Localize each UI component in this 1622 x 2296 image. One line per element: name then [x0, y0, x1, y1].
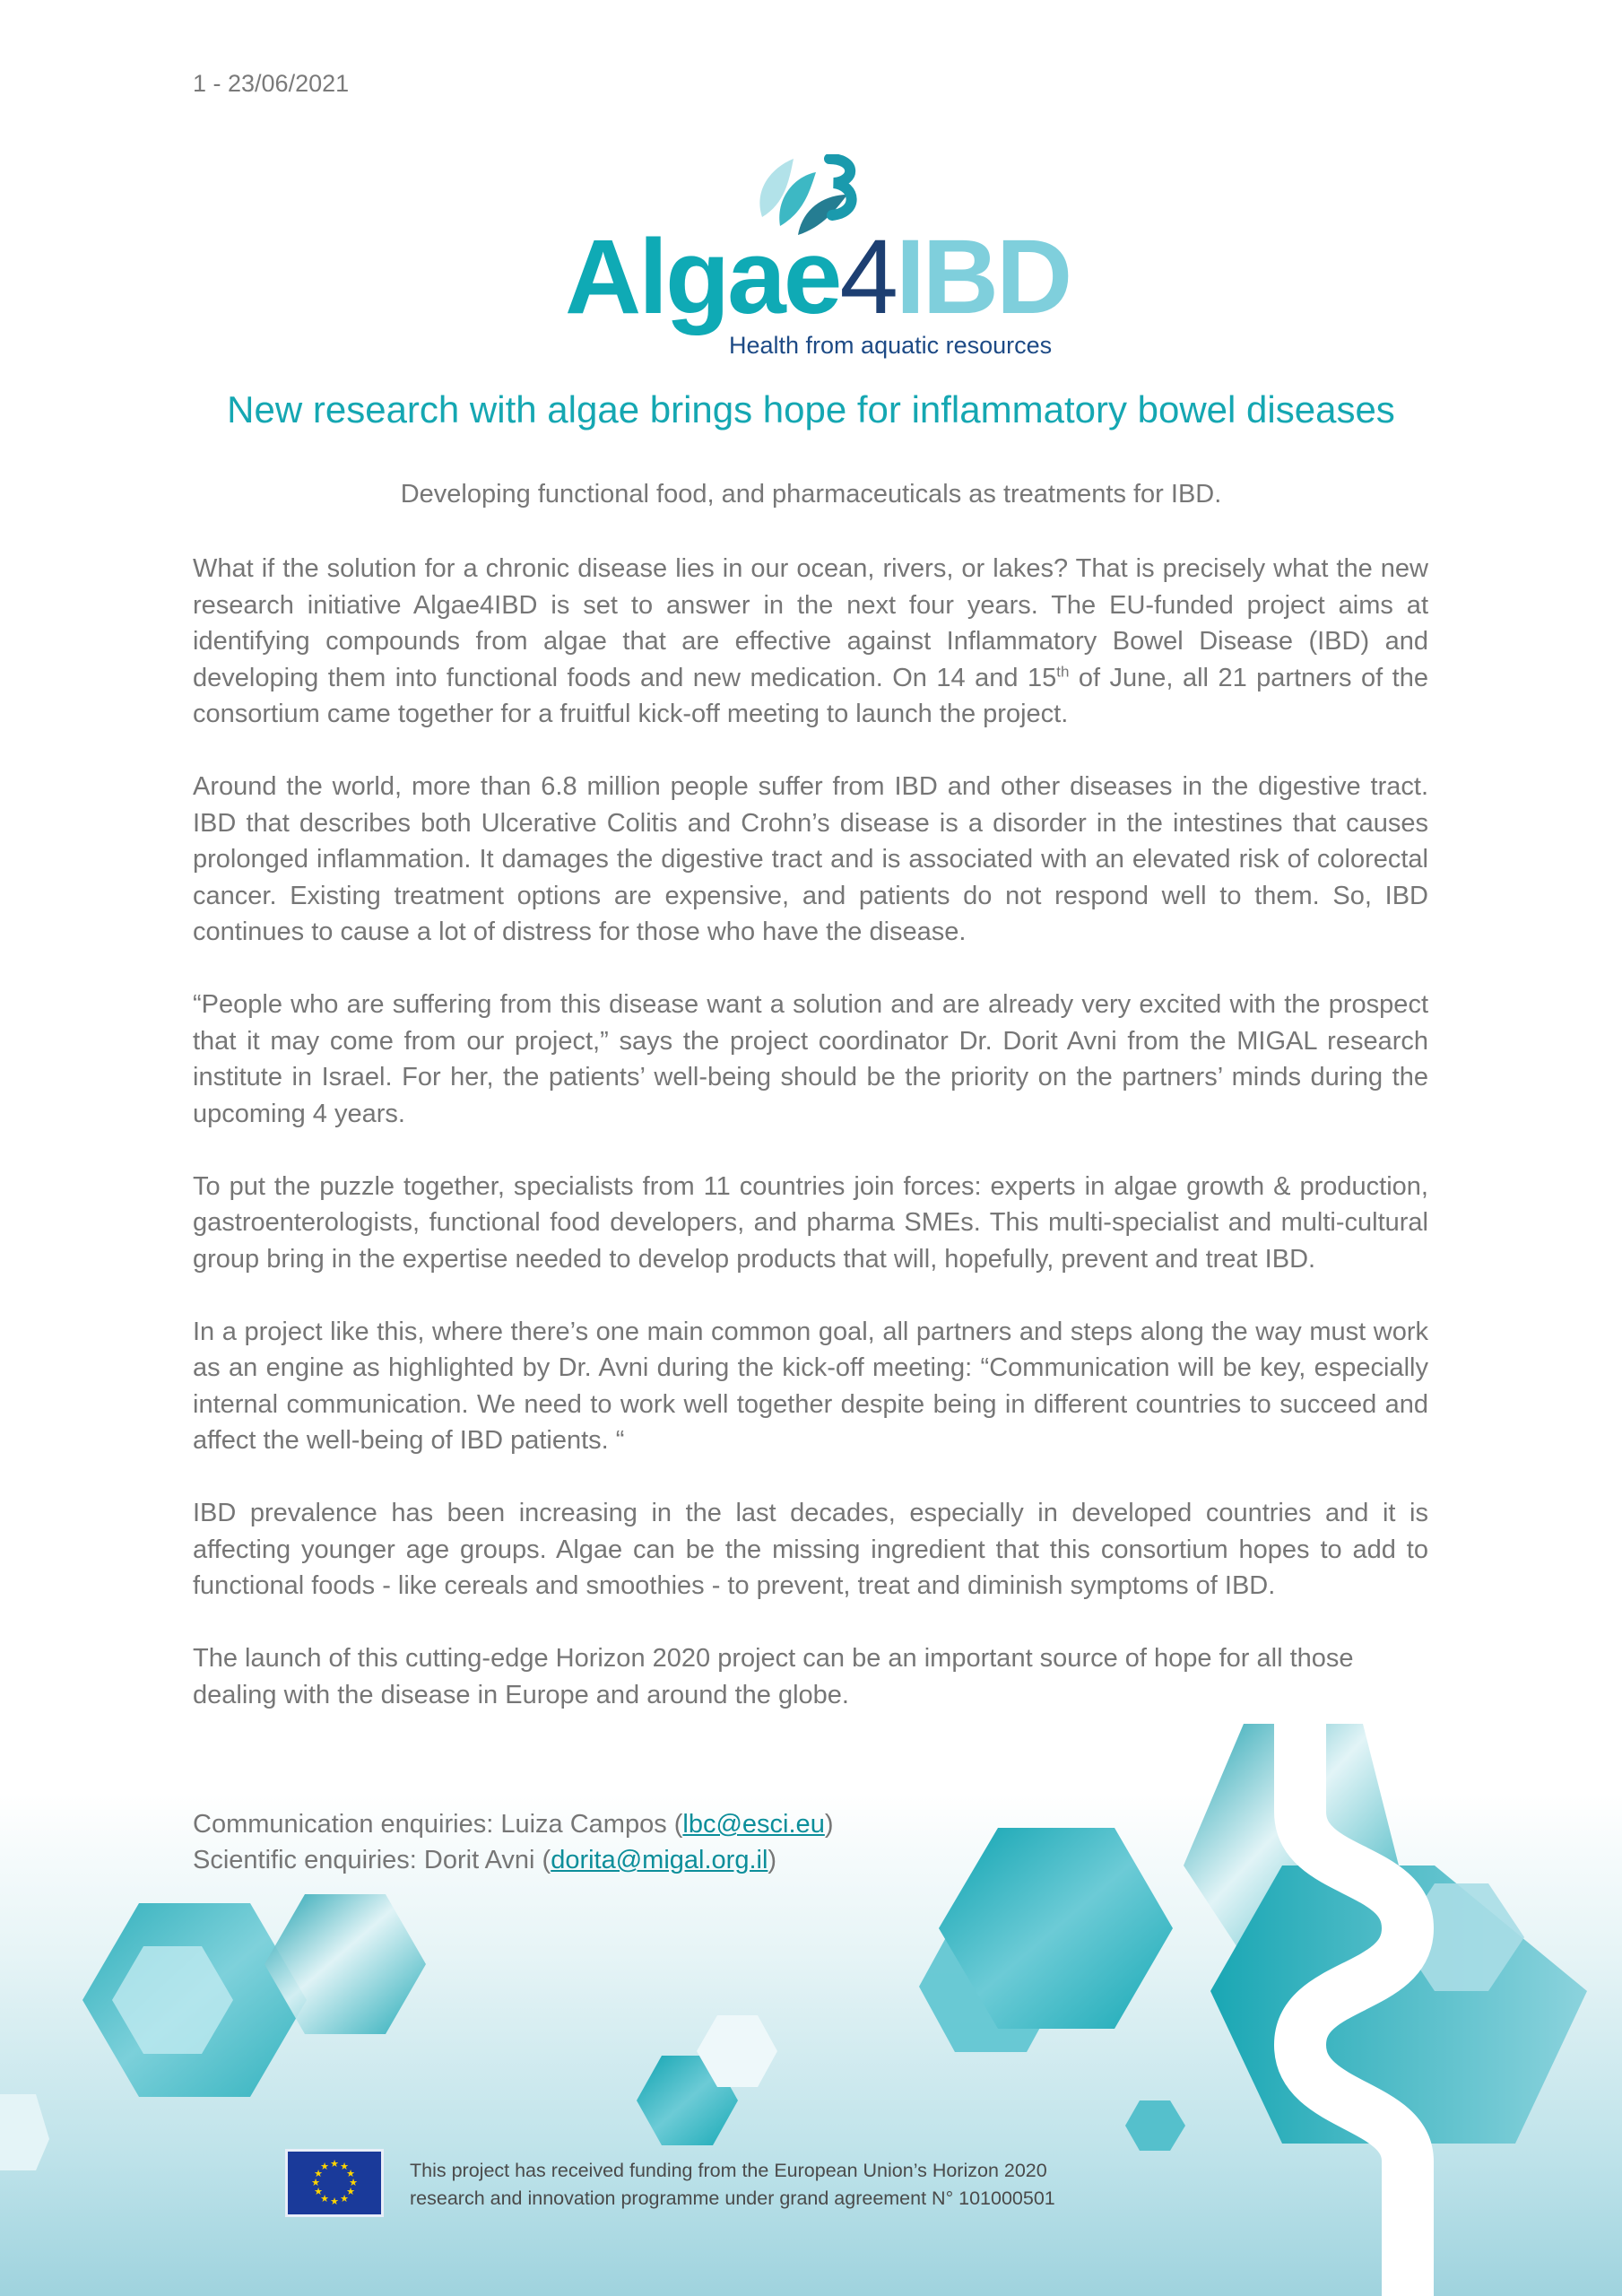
paragraph: The launch of this cutting-edge Horizon 2020 project can be an important source of hope for all those dealing with the disease in Europe and around the globe. — [193, 1644, 1354, 1709]
scientific-contact: Scientific enquiries: Dorit Avni (dorita@migal.org.il) — [193, 1846, 777, 1874]
svg-text:★: ★ — [346, 2168, 355, 2179]
paragraph: In a project like this, where there’s one main common goal, all partners and steps along the way must work as an engine as highlighted by Dr. Avni during the kick-off meeting: “Communication will be key, especially internal communication. We need to work well together despite being in different countries to succeed and affect the well-being of IBD patients. “ — [193, 1317, 1428, 1455]
svg-text:★: ★ — [346, 2186, 355, 2197]
hexagon-shape — [82, 1903, 307, 2097]
logo-wordmark — [565, 218, 1071, 336]
eu-flag-icon — [285, 2149, 384, 2217]
scientific-email-link[interactable]: dorita@migal.org.il — [551, 1846, 768, 1874]
hexagon-shape — [1210, 1866, 1587, 2144]
svg-text:★: ★ — [330, 2196, 339, 2207]
paragraph: Around the world, more than 6.8 million people suffer from IBD and other diseases in the digestive tract. IBD that describes both Ulcerative Colitis and Crohn’s disease is a disorder in the intestines that causes prolonged inflammation. It damages the digestive tract and is associated with an elevated risk of colorectal cancer. Existing treatment options are expensive, and patients do not respond well to them. So, IBD continues to cause a lot of distress for those who have the disease. — [193, 772, 1428, 946]
svg-text:★: ★ — [340, 2161, 349, 2172]
algae4ibd-logo — [565, 154, 1071, 370]
hexagon-shape — [265, 1894, 426, 2034]
svg-text:★: ★ — [320, 2161, 329, 2172]
hexagon-shape — [697, 2015, 777, 2087]
svg-text:★: ★ — [349, 2177, 358, 2188]
hexagon-shape — [0, 2094, 49, 2170]
svg-text:★: ★ — [314, 2168, 323, 2179]
article-title: New research with algae brings hope for inflammatory bowel diseases — [227, 388, 1395, 430]
svg-text:★: ★ — [320, 2193, 329, 2205]
hexagon-shape — [1399, 1883, 1524, 1991]
paragraph: IBD prevalence has been increasing in the last decades, especially in developed countries and it is affecting younger age groups. Algae can be the missing ingredient that this consortium hopes to add to functional foods - like cereals and smoothies - to prevent, treat and diminish symptoms of IBD. — [193, 1499, 1428, 1600]
communication-email-link[interactable]: lbc@esci.eu — [682, 1810, 825, 1839]
logo-word-ibd: IBD — [895, 218, 1071, 336]
paragraph: To put the puzzle together, specialists from 11 countries join forces: experts in algae growth & production, gastroenterologists, functional food developers, and pharma SMEs. This multi-specialist and multi-cultural group bring in the expertise needed to develop products that will, hopefully, prevent and treat IBD. — [193, 1171, 1428, 1274]
article-subtitle: Developing functional food, and pharmaceuticals as treatments for IBD. — [400, 480, 1222, 509]
hexagon-shape — [637, 2056, 738, 2145]
paragraph: “People who are suffering from this disease want a solution and are already very excited with the prospect that it may come from our project,” says the project coordinator Dr. Dorit Avni from the MIGAL research institute in Israel. For her, the patients’ well-being should be the priority on the partners’ minds during the upcoming 4 years. — [193, 990, 1428, 1128]
logo-tagline: Health from aquatic resources — [729, 332, 1053, 359]
hexagon-shape — [1184, 1724, 1399, 1957]
svg-text:★: ★ — [330, 2158, 339, 2170]
paragraph: What if the solution for a chronic disease lies in our ocean, rivers, or lakes? That is precisely what the new research initiative Algae4IBD is set to answer in the next four years. The EU-funded project aims at identifying compounds from algae that are effective against Inflammatory Bowel Disease (IBD) and developing them into functional foods and new medication. On 14 and 15th of June, all 21 partners of the consortium came together for a fruitful kick-off meeting to launch the project. — [193, 554, 1428, 728]
svg-text:★: ★ — [311, 2177, 320, 2188]
document-date: 1 - 23/06/2021 — [193, 70, 350, 97]
article-body — [193, 551, 1428, 1750]
intestine-shape — [1300, 1704, 1408, 2296]
logo-word-algae: Algae — [565, 218, 840, 336]
hexagon-shape — [112, 1946, 233, 2054]
logo-word-four: 4 — [839, 218, 896, 336]
funding-statement: This project has received funding from the European Union’s Horizon 2020 research and innovation programme under grand agreement N° 101000501 — [410, 2160, 1055, 2209]
hexagon-shape — [919, 1921, 1063, 2052]
communication-contact: Communication enquiries: Luiza Campos (lbc@esci.eu) — [193, 1810, 834, 1839]
hexagon-shape — [1125, 2100, 1185, 2151]
contact-info — [193, 1806, 834, 1878]
svg-text:★: ★ — [340, 2193, 349, 2205]
svg-text:★: ★ — [314, 2186, 323, 2197]
hexagon-shape — [939, 1828, 1173, 2029]
